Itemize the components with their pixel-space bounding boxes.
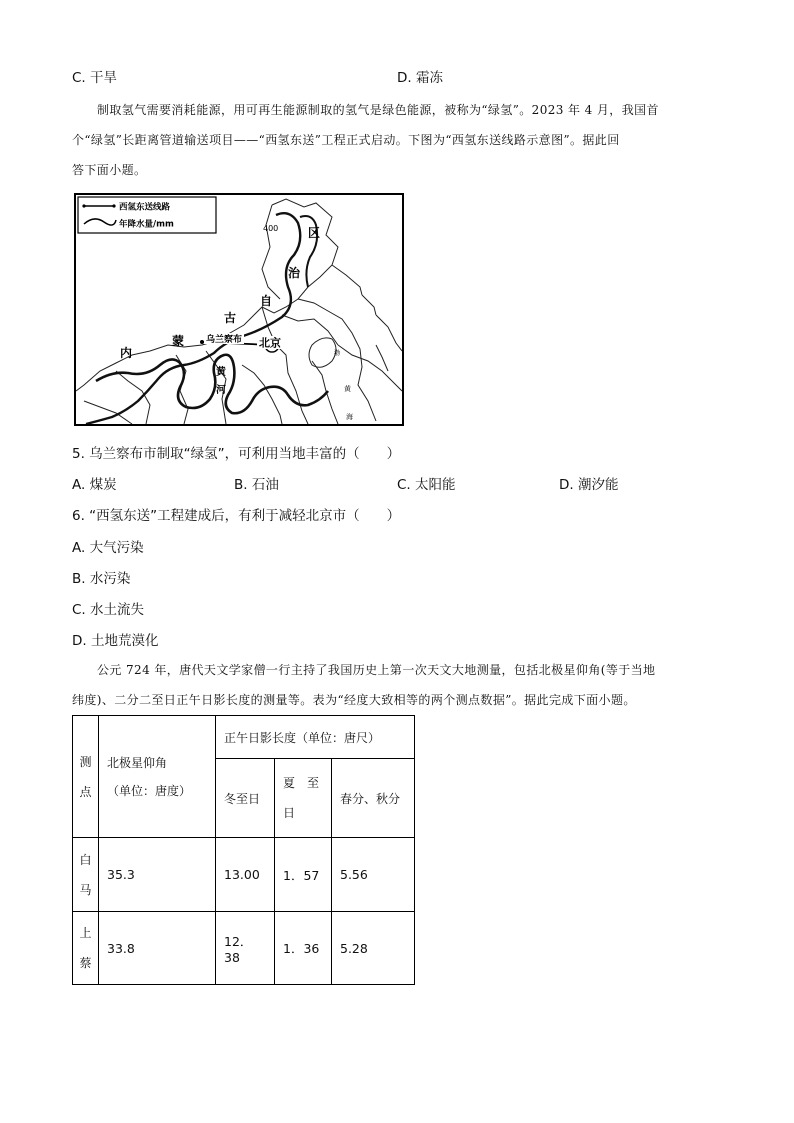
label-sea-1: 黄	[344, 385, 351, 393]
route-map-svg	[76, 195, 402, 424]
label-qu: 区	[308, 226, 321, 240]
route-map	[74, 193, 404, 426]
q5-option-d[interactable]: D. 潮汐能	[559, 477, 619, 493]
header-angle	[99, 716, 216, 838]
q6-stem: 6. “西氢东送”工程建成后，有利于减轻北京市（ ）	[72, 508, 401, 524]
label-gu: 古	[224, 311, 237, 325]
row-name	[73, 912, 99, 985]
isohyet-value: 400	[263, 224, 279, 233]
intro1-line3: 答下面小题。	[72, 163, 147, 177]
row-equinox: 5.28	[332, 912, 415, 985]
header-angle-2: （单位：唐度）	[107, 783, 192, 798]
header-summer-2: 日	[283, 806, 296, 820]
row-winter: 12．38	[216, 912, 275, 985]
prev-option-c: C. 干旱	[72, 70, 118, 86]
label-he: 河	[216, 385, 226, 396]
table-row	[73, 838, 415, 912]
measurement-table	[72, 715, 415, 985]
header-point	[73, 716, 99, 838]
legend-rain-label: 年降水量/mm	[119, 219, 174, 230]
q5-stem: 5. 乌兰察布市制取“绿氢”，可利用当地丰富的（ ）	[72, 446, 401, 462]
q6-option-b[interactable]: B. 水污染	[72, 571, 131, 587]
intro1-line2: 个“绿氢”长距离管道输送项目——“西氢东送”工程正式启动。下图为“西氢东送线路示意图”。据此回	[72, 133, 620, 147]
q5-option-c[interactable]: C. 太阳能	[397, 477, 456, 493]
row-name-2: 马	[79, 882, 92, 897]
label-bohai: 渤	[334, 350, 341, 357]
label-ulanqab: 乌兰察布	[206, 335, 243, 345]
header-point-1: 测	[79, 754, 92, 769]
row-name-2: 蔡	[79, 956, 92, 970]
route-start-dot	[200, 340, 204, 344]
label-zhi: 治	[288, 266, 301, 280]
row-name-1: 上	[79, 926, 92, 940]
label-nei: 内	[120, 346, 133, 360]
q5-option-a[interactable]: A. 煤炭	[72, 477, 117, 493]
header-summer	[275, 759, 332, 838]
row-winter: 13.00	[216, 838, 275, 912]
row-angle: 35.3	[99, 838, 216, 912]
q6-option-a[interactable]: A. 大气污染	[72, 540, 144, 556]
q5-option-b[interactable]: B. 石油	[234, 477, 279, 493]
label-huang: 黄	[216, 367, 226, 378]
q6-option-d[interactable]: D. 土地荒漠化	[72, 633, 159, 649]
intro1-line1: 制取氢气需要消耗能源，用可再生能源制取的氢气是绿色能源，被称为“绿氢”。2023 年 4 月，我国首	[97, 103, 659, 117]
header-summer-1: 夏 至	[283, 776, 320, 790]
header-point-2: 点	[79, 784, 92, 799]
row-equinox: 5.56	[332, 838, 415, 912]
intro2-line1: 公元 724 年，唐代天文学家僧一行主持了我国历史上第一次天文大地测量，包括北极星仰角(等于当地	[97, 663, 656, 677]
label-zi: 自	[260, 294, 273, 308]
prev-option-d: D. 霜冻	[397, 70, 443, 86]
intro2-line2: 纬度)、二分二至日正午日影长度的测量等。表为“经度大致相等的两个测点数据”。据此完成下面小题。	[72, 693, 636, 707]
legend-route-label: 西氢东送线路	[119, 202, 171, 213]
table-row	[73, 912, 415, 985]
q6-option-c[interactable]: C. 水土流失	[72, 602, 145, 618]
header-angle-1: 北极星仰角	[107, 755, 168, 770]
header-equinox: 春分、秋分	[332, 759, 415, 838]
row-summer: 1．57	[275, 838, 332, 912]
row-angle: 33.8	[99, 912, 216, 985]
row-name	[73, 838, 99, 912]
label-sea-2: 海	[346, 413, 353, 421]
label-meng: 蒙	[172, 334, 185, 348]
header-winter: 冬至日	[216, 759, 275, 838]
header-shadow: 正午日影长度（单位：唐尺）	[216, 716, 415, 759]
label-beijing: 北京	[259, 336, 281, 350]
row-summer: 1．36	[275, 912, 332, 985]
row-name-1: 白	[79, 852, 92, 867]
